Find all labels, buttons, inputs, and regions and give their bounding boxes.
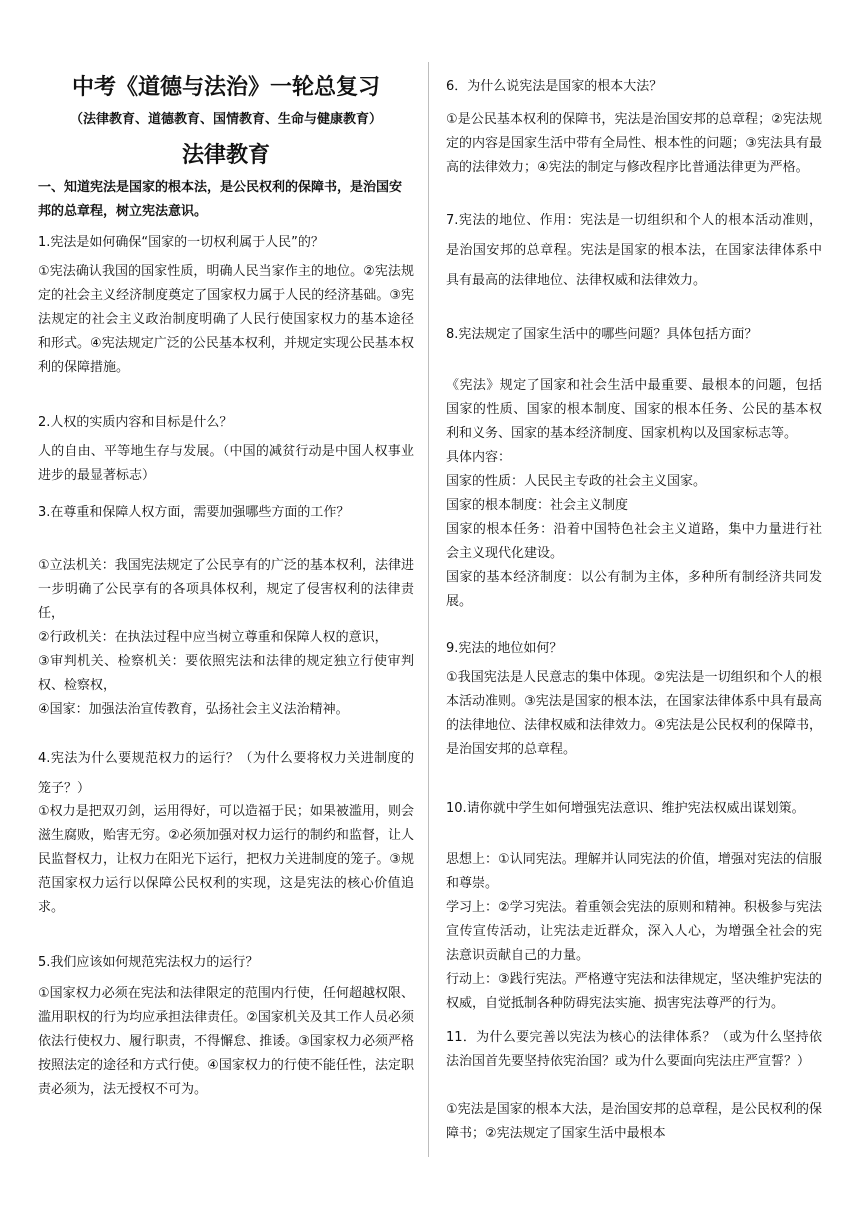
answer-4: ①权力是把双刃剑，运用得好，可以造福于民；如果被滥用，则会滋生腐败，贻害无穷。②必须加强对权力运行的制约和监督，让人民监督权力，让权力在阳光下运行，把权力关进制度的笼子。③规范国家权力运行以保障公民权利的实现，这是宪法的核心价值追求。: [38, 804, 414, 915]
answer-3: ①立法机关：我国宪法规定了公民享有的广泛的基本权利，法律进一步明确了公民享有的各项具体权利，规定了侵害权利的法律责任， ②行政机关：在执法过程中应当树立尊重和保障人权的意识， ③审判机关、检察机关：要依照宪法和法律的规定独立行使审判权、检察权， ④国家：加强法治宣传教育，弘扬社会主义法治精神。: [38, 558, 414, 717]
question-7: 7.宪法的地位、作用：宪法是一切组织和个人的根本活动准则，是治国安邦的总章程。宪法是国家的根本法，在国家法律体系中具有最高的法律地位、法律权威和法律效力。: [446, 213, 822, 288]
question-1: 1.宪法是如何确保“国家的一切权利属于人民”的？: [38, 235, 324, 250]
question-6: 6．为什么说宪法是国家的根本大法？: [446, 79, 663, 94]
answer-6: ①是公民基本权利的保障书，宪法是治国安邦的总章程；②宪法规定的内容是国家生活中带有全局性、根本性的问题；③宪法具有最高的法律效力；④宪法的制定与修改程序比普通法律更为严格。: [446, 112, 822, 175]
question-8: 8.宪法规定了国家生活中的哪些问题？具体包括方面？: [446, 327, 758, 342]
right-column: [446, 0, 822, 1216]
question-2: 2.人权的实质内容和目标是什么？: [38, 415, 233, 430]
section-title: 法律教育: [181, 143, 270, 168]
answer-2: 人的自由、平等地生存与发展。（中国的减贫行动是中国人权事业进步的最显著标志）: [38, 444, 414, 483]
question-5: 5.我们应该如何规范宪法权力的运行？: [38, 955, 259, 970]
question-9: 9.宪法的地位如何？: [446, 641, 563, 656]
document-title: 中考《道德与法治》一轮总复习: [71, 75, 380, 100]
answer-9: ①我国宪法是人民意志的集中体现。②宪法是一切组织和个人的根本活动准则。③宪法是国家的根本法，在国家法律体系中具有最高的法律地位、法律权威和法律效力。④宪法是公民权利的保障书，是治国安邦的总章程。: [446, 670, 822, 757]
question-10: 10.请你就中学生如何增强宪法意识、维护宪法权威出谋划策。: [446, 801, 805, 816]
answer-10: 思想上：①认同宪法。理解并认同宪法的价值，增强对宪法的信服和尊崇。 学习上：②学习宪法。着重领会宪法的原则和精神。积极参与宪法宣传宣传活动，让宪法走近群众，深入人心，为增强全社会的宪法意识贡献自己的力量。 行动上：③践行宪法。严格遵守宪法和法律规定，坚决维护宪法的权威，自觉抵制各种防碍宪法实施、损害宪法尊严的行为。: [446, 852, 822, 1011]
answer-1: ①宪法确认我国的国家性质，明确人民当家作主的地位。②宪法规定的社会主义经济制度奠定了国家权力属于人民的经济基础。③宪法规定的社会主义政治制度明确了人民行使国家权力的基本途径和形式。④宪法规定广泛的公民基本权利，并规定实现公民基本权利的保障措施。: [38, 264, 414, 375]
answer-5: ①国家权力必须在宪法和法律限定的范围内行使，任何超越权限、滥用职权的行为均应承担法律责任。②国家机关及其工作人员必须依法行使权力、履行职责，不得懈怠、推诿。③国家权力必须严格按照法定的途径和方式行使。④国家权力的行使不能任性，法定职责必须为，法无授权不可为。: [38, 986, 414, 1097]
question-3: 3.在尊重和保障人权方面，需要加强哪些方面的工作？: [38, 505, 350, 520]
document-subtitle: （法律教育、道德教育、国情教育、生命与健康教育）: [69, 112, 382, 127]
left-column: [38, 0, 414, 1216]
column-divider: [428, 62, 429, 1157]
question-4: 4.宪法为什么要规范权力的运行？（为什么要将权力关进制度的笼子？）: [38, 751, 414, 796]
answer-8: 《宪法》规定了国家和社会生活中最重要、最根本的问题，包括国家的性质、国家的根本制度、国家的根本任务、公民的基本权利和义务、国家的基本经济制度、国家机构以及国家标志等。 具体内容： 国家的性质：人民民主专政的社会主义国家。 国家的根本制度：社会主义制度 国家的根本任务：沿着中国特色社会主义道路，集中力量进行社会主义现代化建设。 国家的基本经济制度：以公有制为主体，多种所有制经济共同发展。: [446, 378, 822, 609]
answer-11: ①宪法是国家的根本大法，是治国安邦的总章程，是公民权利的保障书；②宪法规定了国家生活中最根本: [446, 1102, 822, 1141]
question-11: 11．为什么要完善以宪法为核心的法律体系？（或为什么坚持依法治国首先要坚持依宪治国？或为什么要面向宪法庄严宣誓？）: [446, 1030, 822, 1069]
section-heading-1: 一、知道宪法是国家的根本法，是公民权利的保障书，是治国安邦的总章程，树立宪法意识。: [38, 180, 403, 219]
